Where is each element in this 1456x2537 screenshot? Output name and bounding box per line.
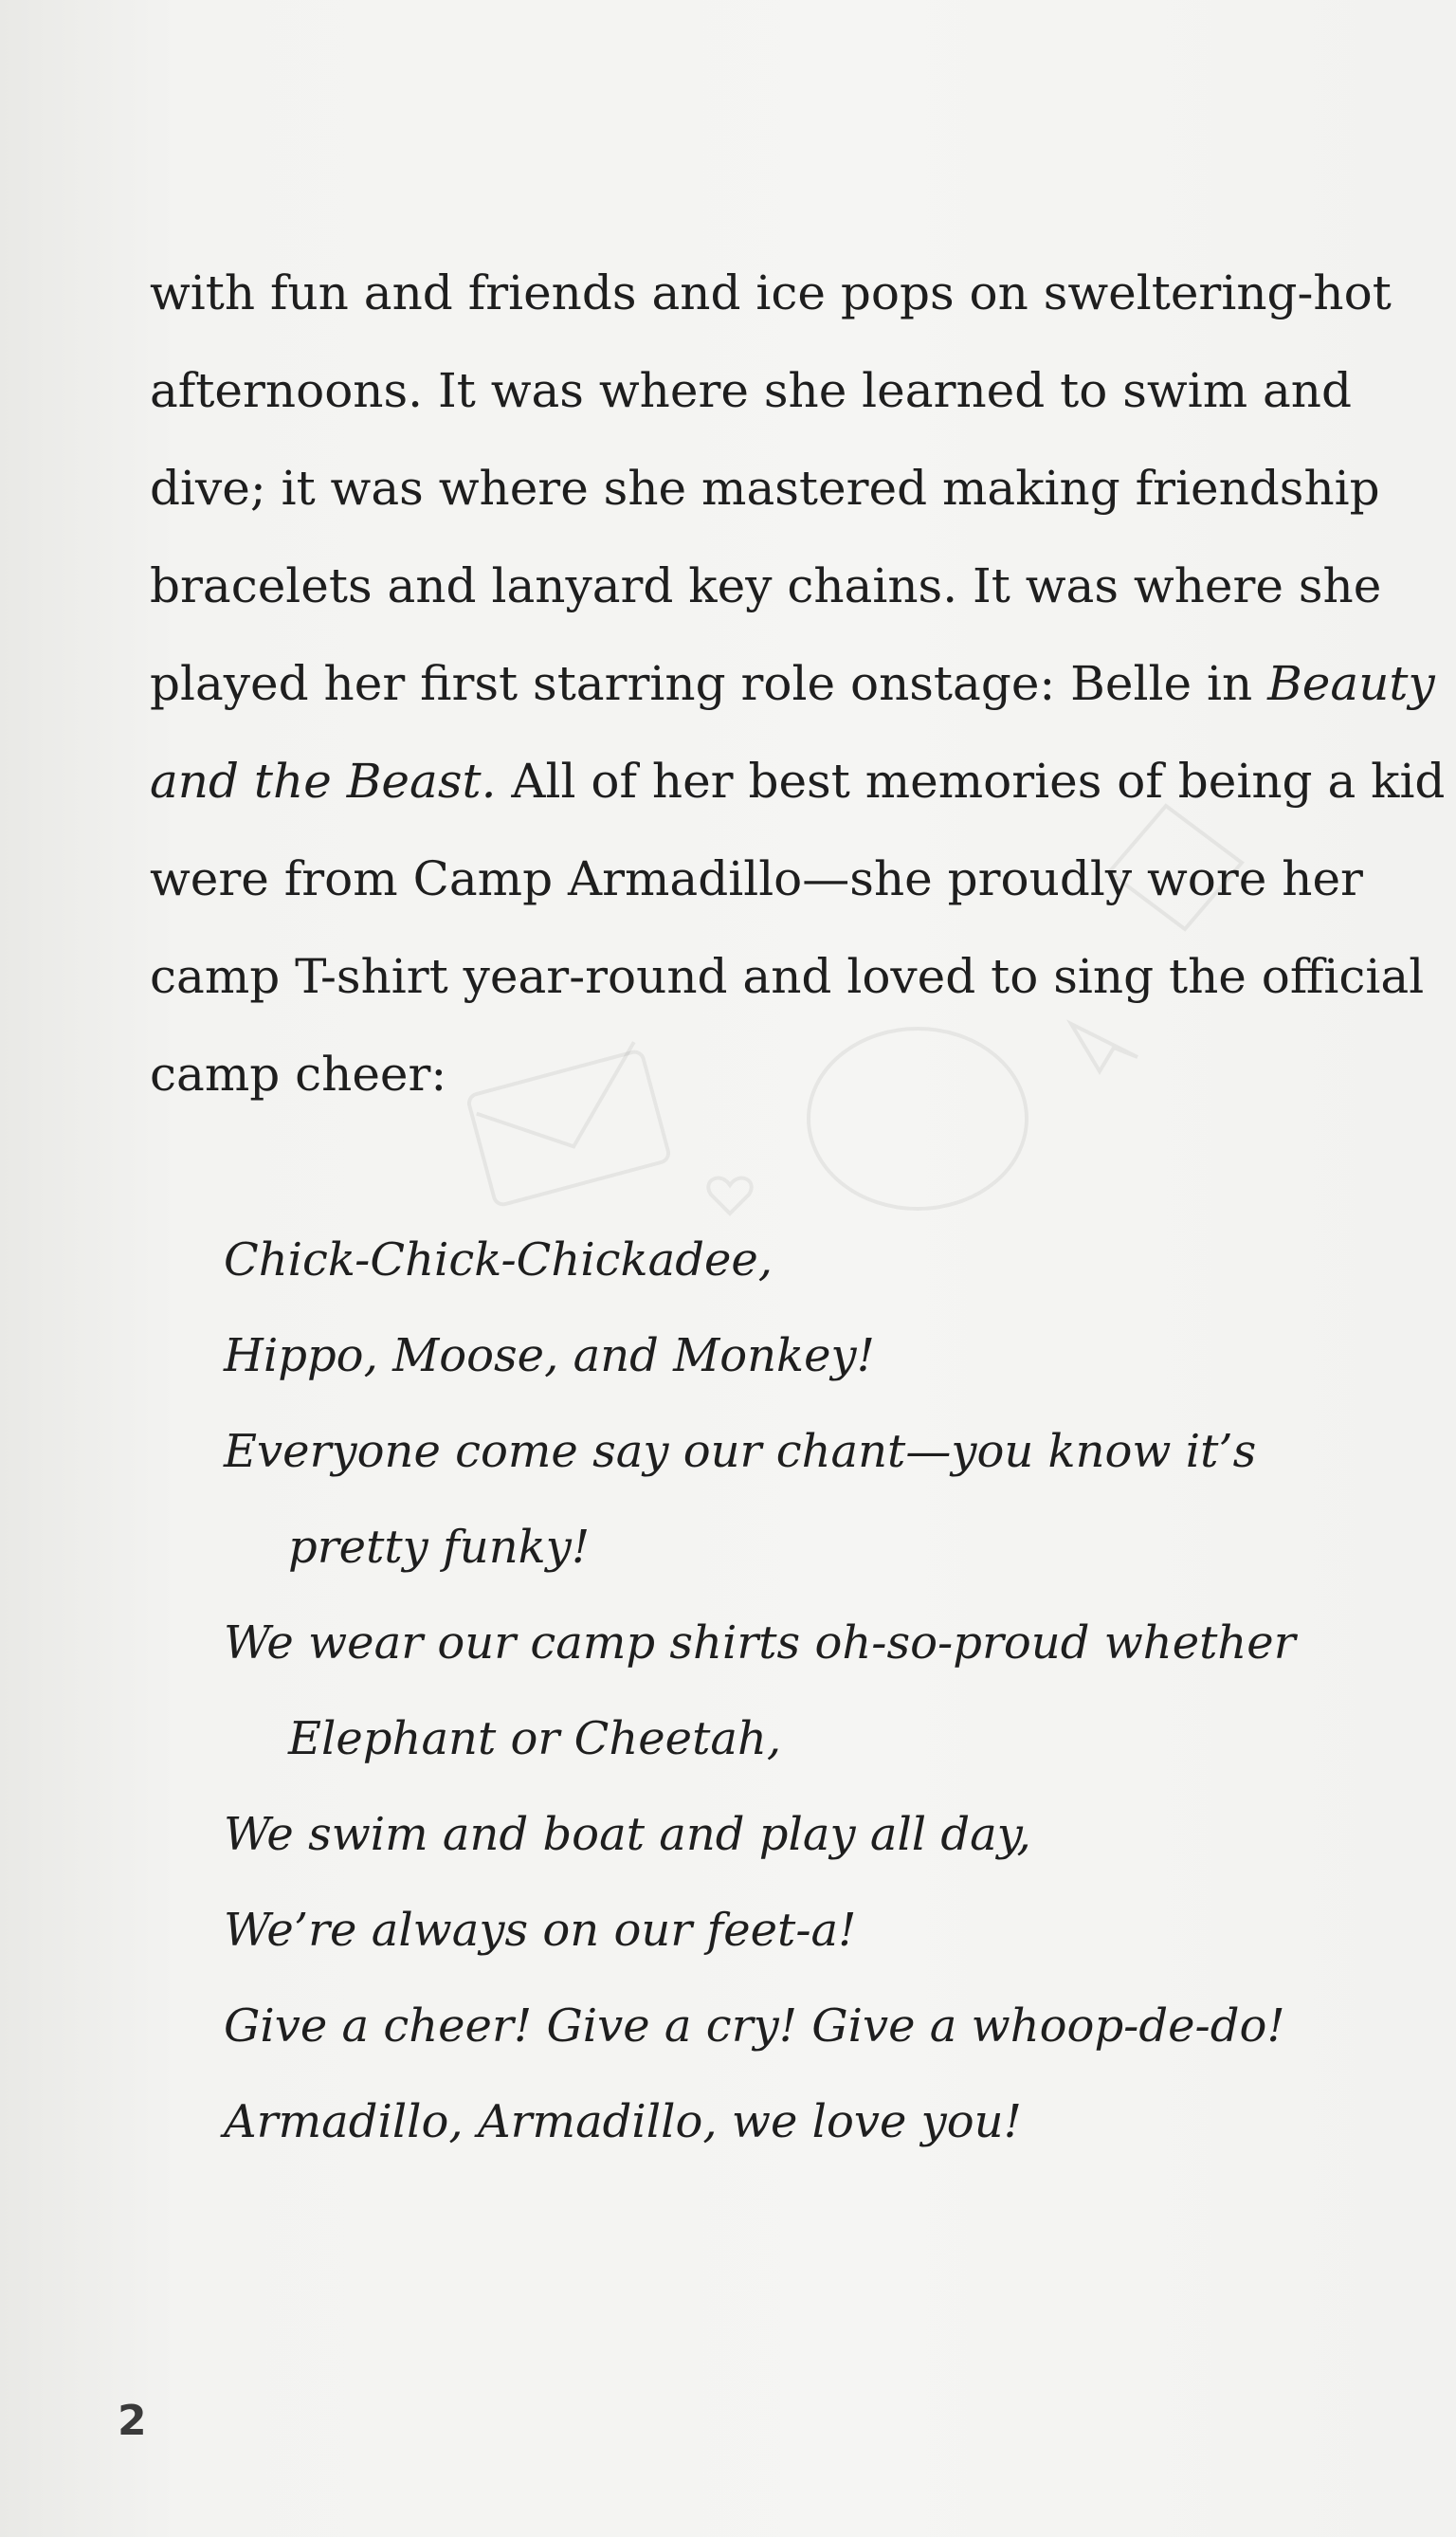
paragraph-line: were from Camp Armadillo—she proudly wore her bbox=[150, 851, 1363, 906]
line-text: played her first starring role onstage: Belle in bbox=[150, 656, 1268, 711]
paragraph-line: with fun and friends and ice pops on sweltering-hot bbox=[150, 265, 1392, 320]
verse-line: We wear our camp shirts oh-so-proud whether bbox=[224, 1616, 1296, 1670]
paragraph-line: camp cheer: bbox=[150, 1047, 447, 1102]
verse-line-continuation: pretty funky! bbox=[288, 1521, 591, 1574]
verse-line: We’re always on our feet-a! bbox=[224, 1904, 857, 1957]
verse-line: Give a cheer! Give a cry! Give a whoop-de-do! bbox=[224, 1999, 1285, 2053]
page-number: 2 bbox=[118, 2397, 147, 2445]
paragraph-line: afternoons. It was where she learned to swim and bbox=[150, 363, 1353, 418]
paragraph-line: dive; it was where she mastered making friendship bbox=[150, 461, 1380, 516]
verse-line: Chick-Chick-Chickadee, bbox=[224, 1233, 774, 1287]
verse-line-continuation: Elephant or Cheetah, bbox=[288, 1712, 782, 1765]
paragraph-line bbox=[150, 635, 1435, 733]
body-paragraph bbox=[150, 245, 1446, 1123]
paragraph-line: bracelets and lanyard key chains. It was where she bbox=[150, 558, 1382, 613]
camp-cheer-verse bbox=[224, 1213, 1296, 2170]
italic-title: and the Beast. bbox=[150, 754, 497, 809]
line-text: All of her best memories of being a kid bbox=[496, 754, 1446, 809]
verse-line: Armadillo, Armadillo, we love you! bbox=[224, 2095, 1022, 2148]
verse-line: Everyone come say our chant—you know it’s bbox=[224, 1425, 1257, 1478]
italic-title: Beauty bbox=[1267, 656, 1435, 711]
paragraph-line bbox=[150, 733, 1446, 830]
paragraph-line: camp T-shirt year-round and loved to sing the official bbox=[150, 949, 1425, 1004]
verse-line: Hippo, Moose, and Monkey! bbox=[224, 1329, 875, 1382]
verse-line: We swim and boat and play all day, bbox=[224, 1808, 1031, 1861]
